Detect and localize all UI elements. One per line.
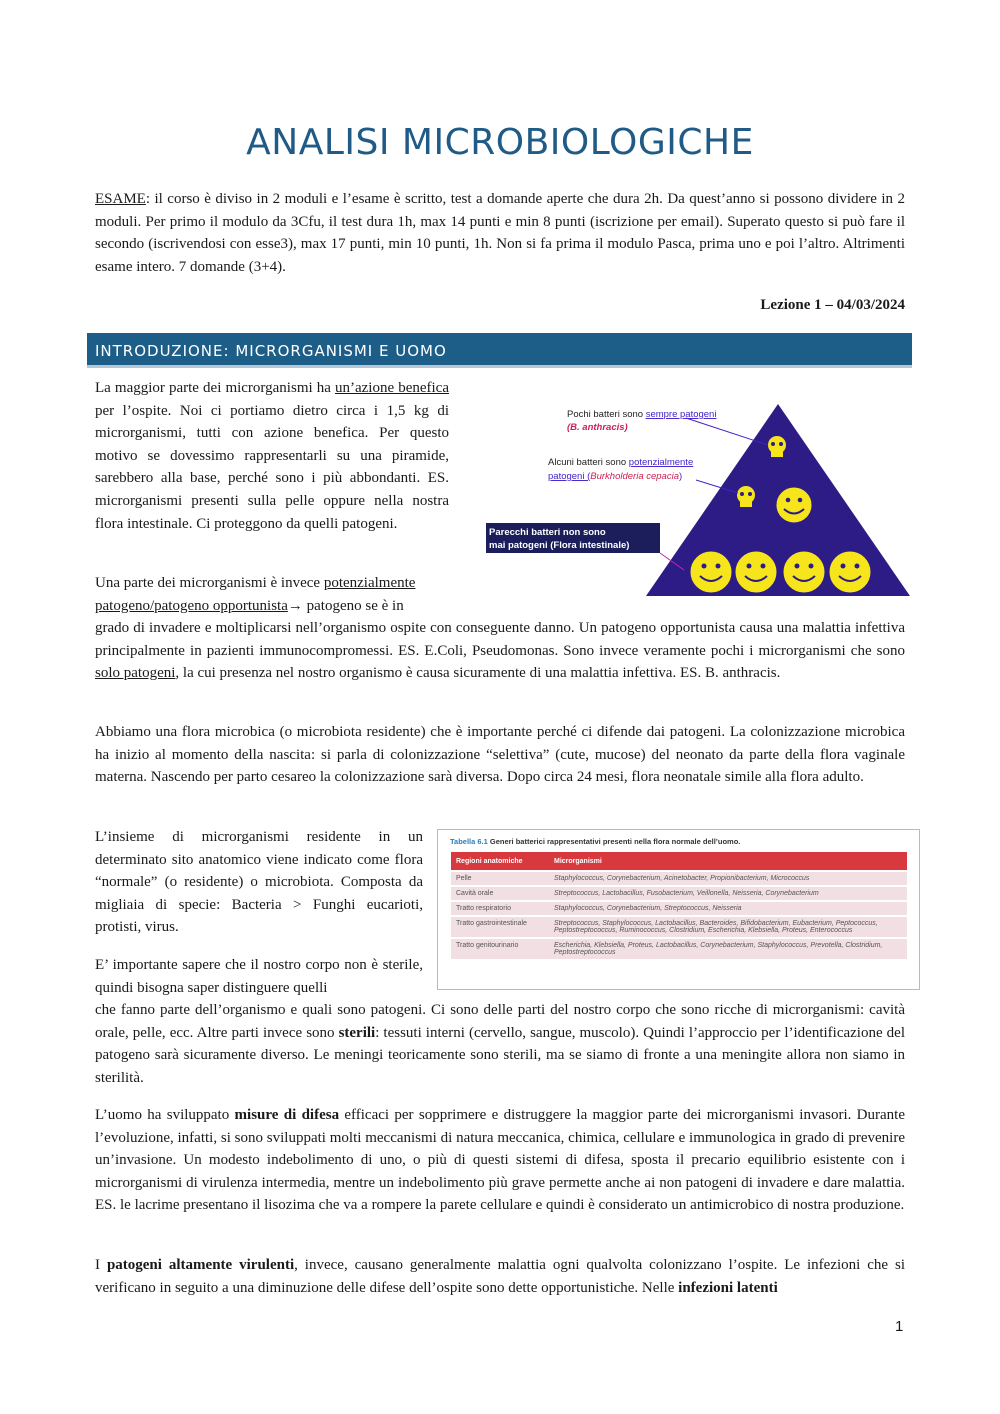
pyramid-arrow-top — [686, 418, 768, 445]
paragraph-opportunist-body — [95, 617, 905, 685]
p5-text-c: : tessuti interni (cervello, sangue, muscolo). Quindi l’approccio per l’identificazione del patogeno sarà sicuramente diverso. Le meningi teoricamente sono sterili, ma se siamo di fronte a una meningite allora non siamo in sterilità. — [95, 1024, 905, 1086]
table-cell: Tratto gastrointestinale — [451, 916, 549, 938]
pyramid-box-line-1: Parecchi batteri non sono — [489, 527, 606, 538]
table-cell: Streptococcus, Staphylococcus, Lactobacillus, Bacteroides, Bifidobacterium, Eubacterium, Peptococcus, Peptostreptococcus, Ruminococcus, Clostridium, Escherichia, Klebsiella, Proteus, Enterococcus — [549, 916, 907, 938]
paragraph-microbiota: Abbiamo una flora microbica (o microbiota residente) che è importante perché ci difende dai patogeni. La colonizzazione microbica ha inizio al momento della nascita: si parla di colonizzazione “selettiva” (cute, mucose) del neonato da parte della flora vaginale materna. Nascendo per parto cesareo la colonizzazione sarà diversa. Dopo circa 24 mesi, flora neonatale simile alla flora adulto. — [95, 724, 905, 786]
pyramid-box-line-2: mai patogeni (Flora intestinale) — [489, 540, 630, 551]
exam-label: ESAME — [95, 191, 146, 207]
pyramid-label-mid-2: patogeni (Burkholderia cepacia) — [548, 471, 683, 482]
table-cell: Escherichia, Klebsiella, Proteus, Lactobacillus, Corynebacterium, Staphylococcus, Prevotella, Clostridium, Peptostreptococcus — [549, 938, 907, 959]
p7-bold: patogeni altamente virulenti — [106, 1257, 295, 1273]
p5-bold: sterili — [338, 1024, 376, 1041]
section-heading: INTRODUZIONE: MICRORGANISMI E UOMO — [95, 342, 447, 360]
section-heading-bar — [87, 333, 912, 368]
table-row — [451, 886, 907, 901]
exam-paragraph — [95, 188, 905, 278]
lesson-date: Lezione 1 – 04/03/2024 — [760, 297, 905, 313]
table-cell: Tratto respiratorio — [451, 901, 549, 916]
page-number: 1 — [895, 1318, 904, 1335]
exam-text: : il corso è diviso in 2 moduli e l’esame è scritto, test a domande aperte che dura 2h. Da quest’anno si possono dividere in 2 moduli. Per primo il modulo da 3Cfu, il test dura 1h, max 14 punti e min 8 punti (iscrizione per email). Superato questo si può fare il secondo (iscrivendosi con esse3), max 17 punti, min 10 punti, 1h. Non si fa prima il modulo Pasca, prima uno e poi l’altro. Altrimenti esame intero. 7 domande (3+4). — [95, 191, 905, 275]
p6-bold: misure di difesa — [234, 1107, 340, 1123]
table-caption: Tabella 6.1 Generi batterici rappresentativi presenti nella flora normale dell’uomo. — [450, 837, 741, 846]
p7-text-a: I — [95, 1257, 107, 1273]
paragraph-normal-flora: L’insieme di microrganismi residente in un determinato sito anatomico viene indicato come flora “normale” (o residente) o microbiota. Composta da migliaia di specie: Bacteria > Funghi eucarioti, protisti, virus. — [95, 829, 423, 936]
p7-text-b: , invece, causano generalmente malattia ogni qualvolta colonizzano l’ospite. Le infezioni che si verificano in seguito a una diminuzione delle difese dell’ospite sono dette opportunistiche. Nelle — [95, 1257, 905, 1296]
pyramid-label-mid: Alcuni batteri sono potenzialmente — [548, 457, 694, 468]
p1-underlined: un’azione benefica — [334, 380, 449, 396]
pyramid-label-top-example: (B. anthracis) — [567, 422, 628, 433]
table-cell: Staphylococcus, Corynebacterium, Streptococcus, Neisseria — [549, 901, 907, 916]
paragraph-sterile-head: E’ importante sapere che il nostro corpo non è sterile, quindi bisogna saper distinguere quelli — [95, 957, 423, 996]
paragraph-opportunist-head — [95, 572, 449, 617]
table-header: Microrganismi — [549, 852, 907, 871]
table-row — [451, 901, 907, 916]
table-row — [451, 916, 907, 938]
flora-table-figure — [437, 829, 920, 990]
p7-bold-2: infezioni latenti — [678, 1279, 778, 1296]
table-header: Regioni anatomiche — [451, 852, 549, 871]
p1-text-a: La maggior parte dei microrganismi ha — [95, 380, 335, 396]
table-cell: Tratto genitourinario — [451, 938, 549, 959]
paragraph-beneficial — [95, 377, 449, 535]
p2-underlined: potenzialmente patogeno/patogeno opportunista — [95, 575, 416, 614]
document-title: ANALISI MICROBIOLOGICHE — [246, 122, 754, 163]
pyramid-figure — [486, 400, 912, 600]
p2-text-a: Una parte dei microrganismi è invece — [95, 575, 324, 591]
p2-underlined-2: solo patogeni — [95, 665, 176, 682]
flora-table — [451, 852, 907, 959]
table-cell: Staphylococcus, Corynebacterium, Acinetobacter, Propionibacterium, Micrococcus — [549, 871, 907, 886]
arrow-icon: → — [287, 597, 303, 614]
pyramid-label-top: Pochi batteri sono sempre patogeni — [567, 409, 717, 420]
p2-text-d: , la cui presenza nel nostro organismo è causa sicuramente di una malattia infettiva. ES. B. anthracis. — [175, 665, 781, 682]
p6-text-b: efficaci per sopprimere e distruggere la maggior parte dei microrganismi invasori. Durante l’evoluzione, infatti, si sono sviluppati molti meccanismi di natura meccanica, chimica, cellulare e immunologica in grado di prevenire un’invasione. Un modesto indebolimento di uno, o più di questi sistemi di difesa, sposta il precario equilibrio esistente con i microrganismi di virulenza intermedia, mentre un indebolimento più grave permette anche ai non patogeni di invadere e dare malattia. ES. le lacrime presentano il lisozima che va a rompere la parete cellulare e quindi è considerato un antimicrobico di nostra produzione. — [95, 1107, 905, 1214]
table-row — [451, 938, 907, 959]
paragraph-sterile-body — [95, 999, 905, 1089]
table-cell: Streptococcus, Lactobacillus, Fusobacterium, Veillonella, Neisseria, Corynebacterium — [549, 886, 907, 901]
table-cell: Pelle — [451, 871, 549, 886]
p6-text-a: L’uomo ha sviluppato — [95, 1107, 235, 1123]
paragraph-virulent — [95, 1254, 905, 1299]
p2-text-b: patogeno se è in — [302, 597, 404, 614]
paragraph-defense — [95, 1104, 905, 1217]
p1-text-b: per l’ospite. Noi ci portiamo dietro circa i 1,5 kg di microrganismi, tutti con azione benefica. Per questo motivo se dovessimo rappresentarli su una piramide, sarebbero alla base, perché sono i più abbondanti. ES. microrganismi presenti sulla pelle oppure nella nostra flora intestinale. Ci proteggono da quelli patogeni. — [95, 402, 449, 532]
table-cell: Cavità orale — [451, 886, 549, 901]
p5-text-b: che fanno parte dell’organismo e quali sono patogeni. Ci sono delle parti del nostro corpo che sono ricche di microrganismi: cavità orale, pelle, ecc. Altre parti invece sono — [95, 1002, 905, 1041]
table-row — [451, 871, 907, 886]
p2-text-c: grado di invadere e moltiplicarsi nell’organismo ospite con conseguente danno. Un patogeno opportunista causa una malattia infettiva principalmente in pazienti immunocompromessi. ES. E.Coli, Pseudomonas. Sono invece veramente pochi i microrganismi che sono — [95, 620, 905, 659]
